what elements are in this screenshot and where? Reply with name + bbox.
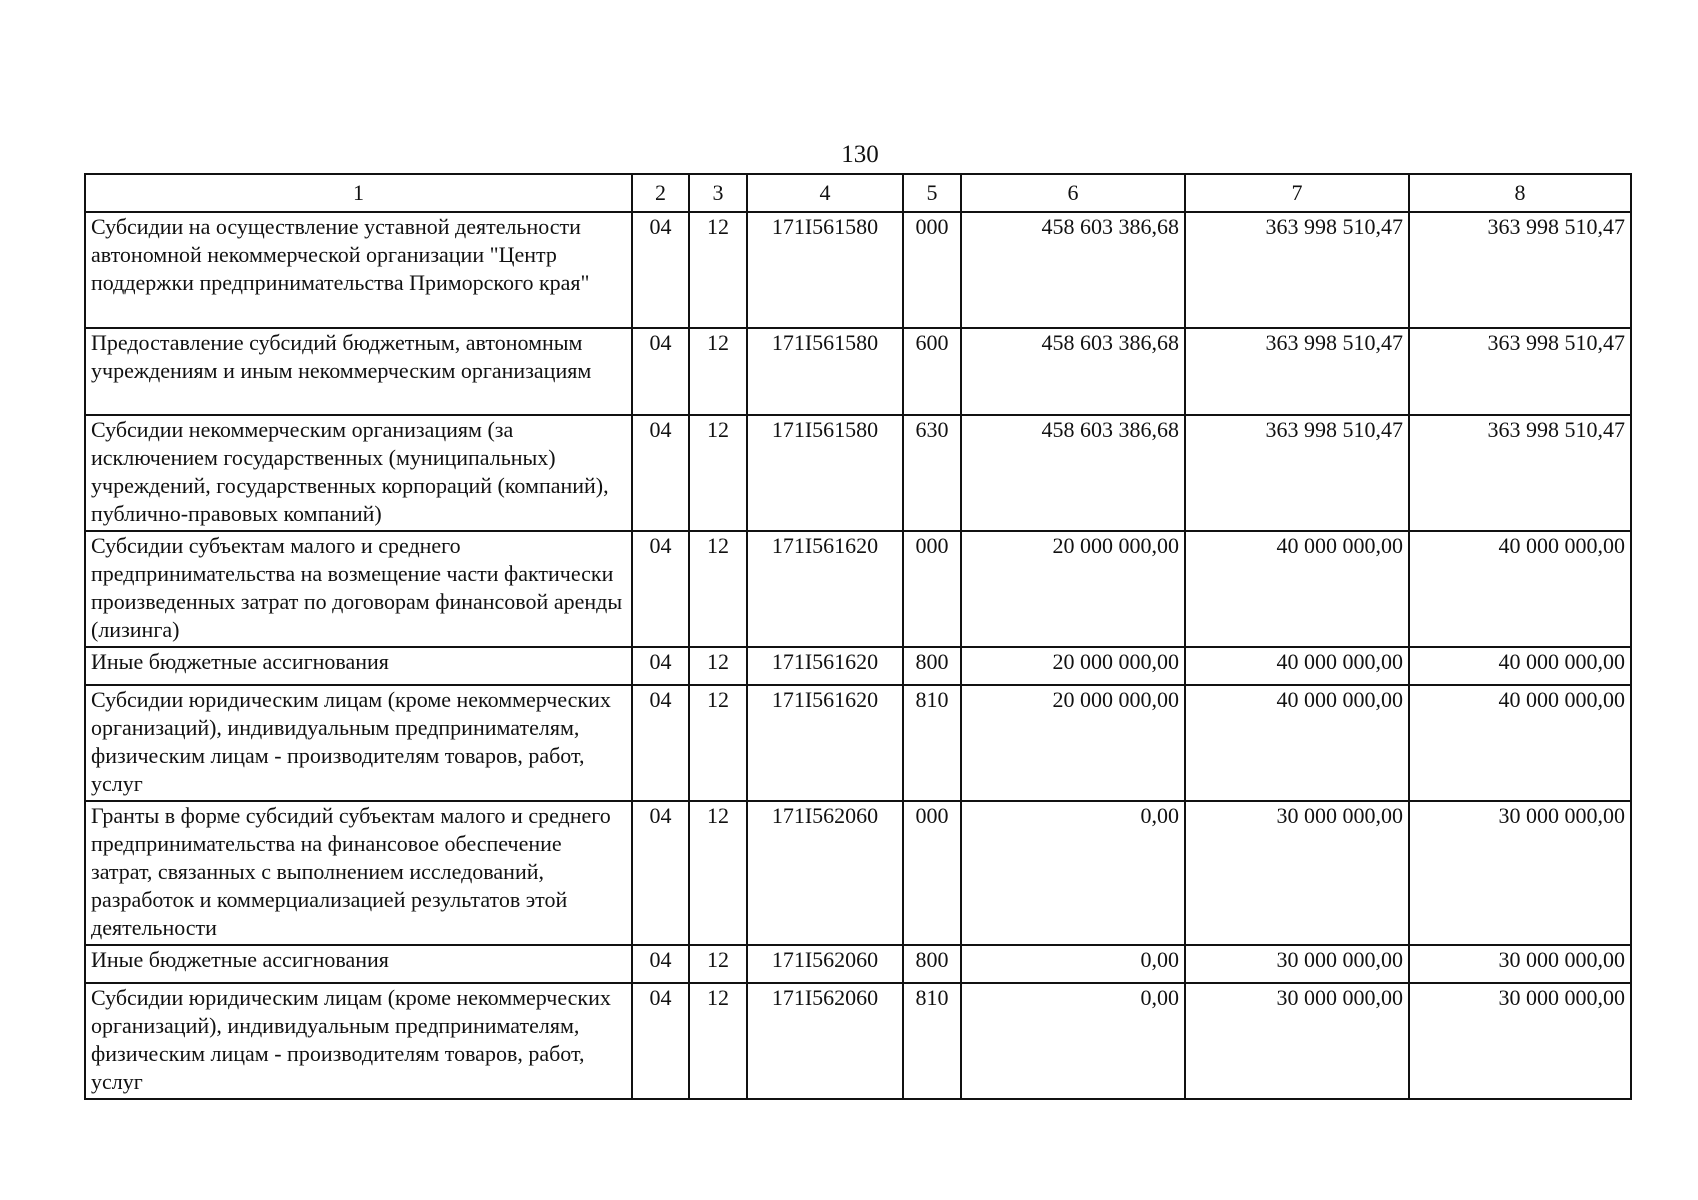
table-row — [85, 647, 1631, 685]
row-amount-1: 20 000 000,00 — [961, 531, 1185, 647]
budget-table — [84, 173, 1632, 1100]
table-row — [85, 945, 1631, 983]
row-type: 000 — [903, 801, 961, 945]
row-target: 171I561580 — [747, 415, 903, 531]
row-amount-1: 458 603 386,68 — [961, 415, 1185, 531]
row-section: 04 — [632, 531, 689, 647]
row-section: 04 — [632, 983, 689, 1099]
row-subsection: 12 — [689, 531, 747, 647]
row-amount-2: 40 000 000,00 — [1185, 531, 1409, 647]
row-amount-1: 458 603 386,68 — [961, 212, 1185, 328]
row-target: 171I561620 — [747, 647, 903, 685]
row-target: 171I561620 — [747, 685, 903, 801]
row-type: 800 — [903, 945, 961, 983]
table-row — [85, 212, 1631, 328]
row-name: Гранты в форме субсидий субъектам малого и среднего предпринимательства на финансовое обеспечение затрат, связанных с выполнением исследований, разработок и коммерциализацией результатов этой деятельности — [85, 801, 632, 945]
row-type: 810 — [903, 685, 961, 801]
row-amount-3: 30 000 000,00 — [1409, 945, 1631, 983]
row-amount-2: 363 998 510,47 — [1185, 415, 1409, 531]
table-row — [85, 983, 1631, 1099]
row-section: 04 — [632, 415, 689, 531]
row-amount-3: 40 000 000,00 — [1409, 647, 1631, 685]
page-number: 130 — [841, 141, 879, 168]
table-row — [85, 328, 1631, 415]
row-amount-2: 363 998 510,47 — [1185, 212, 1409, 328]
row-section: 04 — [632, 212, 689, 328]
row-amount-2: 30 000 000,00 — [1185, 945, 1409, 983]
row-type: 600 — [903, 328, 961, 415]
row-subsection: 12 — [689, 983, 747, 1099]
row-amount-1: 458 603 386,68 — [961, 328, 1185, 415]
row-amount-2: 30 000 000,00 — [1185, 801, 1409, 945]
row-name: Субсидии юридическим лицам (кроме некоммерческих организаций), индивидуальным предпринимателям, физическим лицам - производителям товаров, работ, услуг — [85, 685, 632, 801]
row-section: 04 — [632, 801, 689, 945]
row-subsection: 12 — [689, 945, 747, 983]
row-amount-3: 40 000 000,00 — [1409, 531, 1631, 647]
row-amount-3: 40 000 000,00 — [1409, 685, 1631, 801]
row-amount-3: 30 000 000,00 — [1409, 983, 1631, 1099]
column-header-5: 5 — [903, 174, 961, 212]
row-subsection: 12 — [689, 415, 747, 531]
row-target: 171I561620 — [747, 531, 903, 647]
row-name: Предоставление субсидий бюджетным, автономным учреждениям и иным некоммерческим организациям — [85, 328, 632, 415]
column-header-4: 4 — [747, 174, 903, 212]
column-header-2: 2 — [632, 174, 689, 212]
row-subsection: 12 — [689, 212, 747, 328]
row-amount-2: 40 000 000,00 — [1185, 647, 1409, 685]
row-section: 04 — [632, 328, 689, 415]
row-name: Субсидии юридическим лицам (кроме некоммерческих организаций), индивидуальным предпринимателям, физическим лицам - производителям товаров, работ, услуг — [85, 983, 632, 1099]
row-amount-1: 0,00 — [961, 945, 1185, 983]
row-target: 171I562060 — [747, 983, 903, 1099]
row-type: 810 — [903, 983, 961, 1099]
table-row — [85, 531, 1631, 647]
row-subsection: 12 — [689, 685, 747, 801]
row-amount-1: 20 000 000,00 — [961, 647, 1185, 685]
row-name: Иные бюджетные ассигнования — [85, 647, 632, 685]
row-target: 171I562060 — [747, 945, 903, 983]
row-name: Субсидии на осуществление уставной деятельности автономной некоммерческой организации "Центр поддержки предпринимательства Приморского края" — [85, 212, 632, 328]
row-subsection: 12 — [689, 328, 747, 415]
header-row — [85, 174, 1631, 212]
row-name: Субсидии некоммерческим организациям (за исключением государственных (муниципальных) учреждений, государственных корпораций (компаний), публично-правовых компаний) — [85, 415, 632, 531]
row-amount-2: 30 000 000,00 — [1185, 983, 1409, 1099]
table-row — [85, 685, 1631, 801]
row-type: 630 — [903, 415, 961, 531]
row-amount-3: 363 998 510,47 — [1409, 212, 1631, 328]
row-target: 171I562060 — [747, 801, 903, 945]
column-header-3: 3 — [689, 174, 747, 212]
row-type: 000 — [903, 212, 961, 328]
row-type: 000 — [903, 531, 961, 647]
row-amount-1: 20 000 000,00 — [961, 685, 1185, 801]
row-target: 171I561580 — [747, 212, 903, 328]
row-section: 04 — [632, 647, 689, 685]
row-type: 800 — [903, 647, 961, 685]
row-amount-3: 363 998 510,47 — [1409, 328, 1631, 415]
row-subsection: 12 — [689, 801, 747, 945]
row-amount-2: 363 998 510,47 — [1185, 328, 1409, 415]
column-header-7: 7 — [1185, 174, 1409, 212]
row-amount-3: 30 000 000,00 — [1409, 801, 1631, 945]
row-subsection: 12 — [689, 647, 747, 685]
row-amount-1: 0,00 — [961, 983, 1185, 1099]
table-row — [85, 415, 1631, 531]
row-target: 171I561580 — [747, 328, 903, 415]
row-name: Иные бюджетные ассигнования — [85, 945, 632, 983]
row-amount-2: 40 000 000,00 — [1185, 685, 1409, 801]
row-amount-1: 0,00 — [961, 801, 1185, 945]
column-header-6: 6 — [961, 174, 1185, 212]
row-section: 04 — [632, 945, 689, 983]
row-amount-3: 363 998 510,47 — [1409, 415, 1631, 531]
table-row — [85, 801, 1631, 945]
column-header-1: 1 — [85, 174, 632, 212]
row-name: Субсидии субъектам малого и среднего предпринимательства на возмещение части фактически произведенных затрат по договорам финансовой аренды (лизинга) — [85, 531, 632, 647]
column-header-8: 8 — [1409, 174, 1631, 212]
row-section: 04 — [632, 685, 689, 801]
